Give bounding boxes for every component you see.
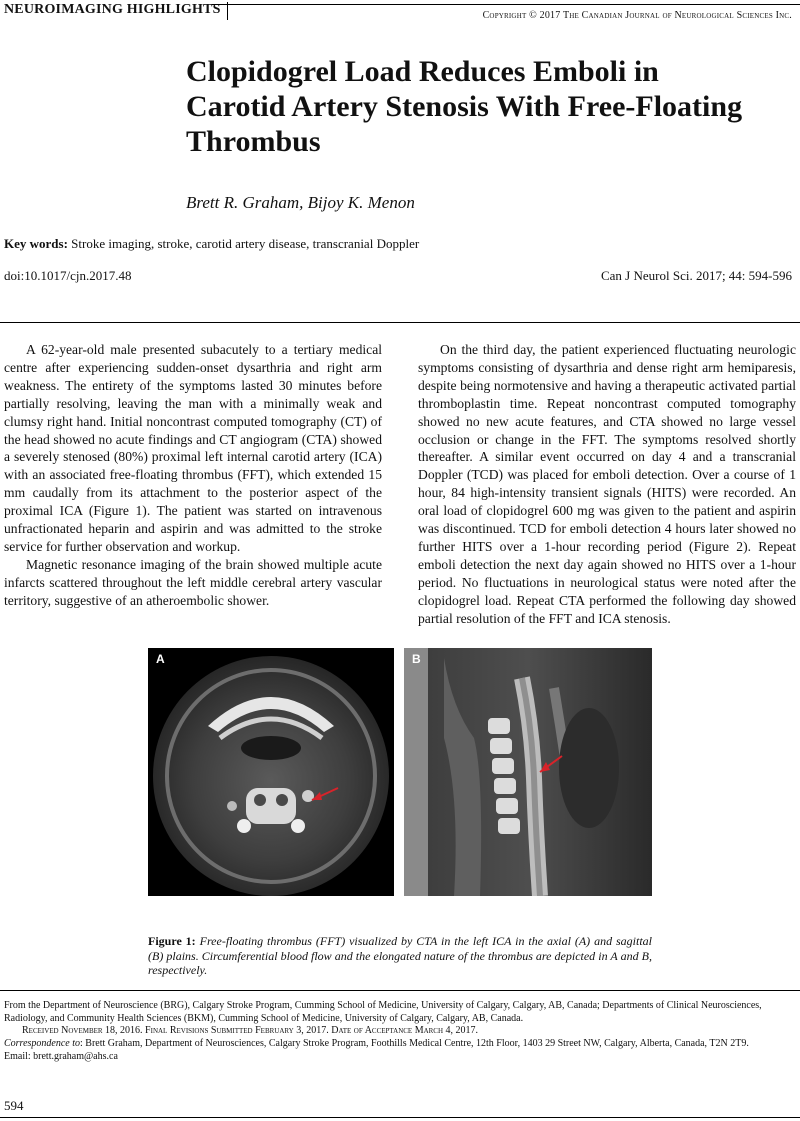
figure-caption-label: Figure 1: <box>148 934 196 948</box>
article-title: Clopidogrel Load Reduces Emboli in Carotid Artery Stenosis With Free-Floating Thrombus <box>186 55 743 158</box>
page-number: 594 <box>4 1098 24 1113</box>
keywords-list: Stroke imaging, stroke, carotid artery disease, transcranial Doppler <box>71 236 420 251</box>
bottom-rule <box>0 1117 800 1118</box>
paragraph: On the third day, the patient experienced fluctuating neurologic symptoms consisting of dysarthria and dense right arm hemiparesis, despite being normotensive and having a therapeutic activated partial thromboplastin time. Repeat noncontrast computed tomography showed no new acute features, and CTA showed no large vessel occlusion or change in the FFT. The symptoms resolved shortly thereafter. A similar event occurred on day 4 and a transcranial Doppler (TCD) was placed for emboli detection. Over a course of 1 hour, 84 high-intensity transient signals (HITS) were recorded. An oral load of clopidogrel 600 mg was given to the patient and aspirin was discontinued. TCD for emboli detection 4 hours later showed no further HITS over a 1-hour recording period (Figure 2). Repeat emboli detection the next day again showed no HITS over a 1-hour period. No fluctuations in neurological status were noted after the clopidogrel load. Repeat CTA performed the following day showed partial resolution of the FFT and ICA stenosis. <box>418 342 796 626</box>
body-divider <box>0 322 800 323</box>
journal-citation: Can J Neurol Sci. 2017; 44: 594-596 <box>600 268 792 283</box>
paragraph: Magnetic resonance imaging of the brain showed multiple acute infarcts scattered throughout the left middle cerebral artery vascular territory, suggestive of an atheroembolic shower. <box>4 556 382 608</box>
header-rule <box>212 4 800 5</box>
affiliations-footnote: From the Department of Neuroscience (BRG), Calgary Stroke Program, Cumming School of Medicine, University of Calgary, Calgary, AB, Canada; Departments of Clinical Neurosciences, Radiology, and Community Health Sciences (BKM), Cumming School of Medicine, University of Calgary, Calgary, AB, Canada. <box>4 1000 762 1024</box>
paragraph: A 62-year-old male presented subacutely to a tertiary medical centre after experiencing sudden-onset dysarthria and right arm weakness. The entirety of the symptoms lasted 30 minutes before partially resolving, leaving the man with a minimally weak and clumsy right hand. Initial noncontrast computed tomography (CT) of the head showed no acute findings and CT angiogram (CTA) showed a severely stenosed (80%) proximal left internal carotid artery (ICA) with an associated free-floating thrombus (FFT), which extended 15 mm caudally from its attachment to the posterior aspect of the proximal ICA (Figure 1). The patient was started on intravenous unfractionated heparin and aspirin and was admitted to the stroke service for further observation and workup. <box>4 342 382 554</box>
figure-panel-b <box>404 648 652 896</box>
keywords <box>4 236 419 252</box>
correspondence-email: Email: brett.graham@ahs.ca <box>4 1051 118 1062</box>
copyright-notice: Copyright © 2017 The Canadian Journal of Neurological Sciences Inc. <box>482 10 792 21</box>
panel-a-label: A <box>156 652 165 666</box>
article-authors: Brett R. Graham, Bijoy K. Menon <box>186 193 415 212</box>
received-dates: Received November 18, 2016. Final Revisions Submitted February 3, 2017. Date of Acceptance March 4, 2017. <box>22 1025 479 1036</box>
correspondence-text: : Brett Graham, Department of Neurosciences, Calgary Stroke Program, Foothills Medical Centre, 12th Floor, 1403 29 Street NW, Calgary, Alberta, Canada, T2N 2T9. <box>80 1038 749 1049</box>
figure-caption <box>148 934 652 978</box>
doi: doi:10.1017/cjn.2017.48 <box>4 268 132 283</box>
figure-caption-text: Free-floating thrombus (FFT) visualized by CTA in the left ICA in the axial (A) and sagittal (B) plains. Circumferential blood flow and the elongated nature of the thrombus are depicted in A and B, respectively. <box>148 934 653 977</box>
figure-panel-a <box>148 648 394 896</box>
keywords-label: Key words: <box>4 236 68 251</box>
panel-b-label: B <box>412 652 421 666</box>
axial-ct-image <box>148 648 394 896</box>
body-column-left <box>4 341 382 610</box>
body-column-right <box>418 341 796 628</box>
correspondence-label: Correspondence to <box>4 1038 81 1049</box>
section-label: NEUROIMAGING HIGHLIGHTS <box>0 2 228 20</box>
footnote-divider <box>0 990 800 991</box>
correspondence <box>4 1038 796 1051</box>
sagittal-ct-image <box>404 648 652 896</box>
